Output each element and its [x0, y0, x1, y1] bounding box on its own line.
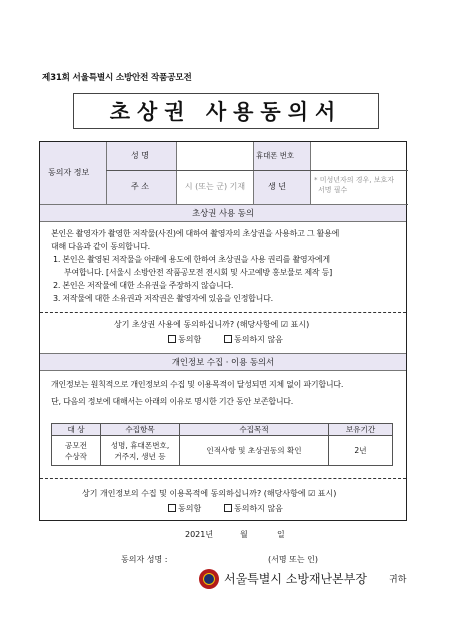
minor-note-1: * 미성년자의 경우, 보호자	[314, 176, 395, 184]
portrait-item-1a: 1. 본인은 촬영된 저작물을 아래에 용도에 한하여 초상권을 사용 권리를 촬영자에게	[53, 255, 330, 264]
portrait-item-3: 3. 저작물에 대한 소유권과 저작권은 촬영자에 있음을 인정합니다.	[53, 294, 273, 303]
signature-label: 동의자 성명 :	[121, 555, 168, 564]
contest-title: 제31회 서울특별시 소방안전 작품공모전	[42, 73, 192, 83]
portrait-disagree-label: 동의하지 않음	[234, 335, 283, 344]
privacy-line-1: 개인정보는 원칙적으로 개인정보의 수집 및 이용목적이 달성되면 지체 없이 파기합니다.	[51, 380, 344, 389]
document-title: 초상권 사용동의서	[109, 100, 343, 124]
portrait-section-heading: 초상권 사용 동의	[40, 204, 406, 222]
name-label: 성 명	[131, 151, 149, 160]
checkbox-icon[interactable]	[168, 504, 176, 512]
checkbox-icon[interactable]	[168, 335, 176, 343]
consent-form	[39, 141, 407, 521]
header-purpose: 수집목적	[180, 424, 329, 436]
address-field[interactable]: 시 (또는 군) 기재	[184, 182, 246, 191]
privacy-section-heading: 개인정보 수집 · 이용 동의서	[40, 353, 406, 371]
signature-hint: (서명 또는 인)	[268, 555, 318, 564]
cell-purpose: 인적사항 및 초상권동의 확인	[180, 436, 329, 466]
header-items: 수집항목	[101, 424, 180, 436]
cell-items: 성명, 휴대폰번호, 거주지, 생년 등	[101, 436, 180, 466]
date-month: 월	[240, 530, 248, 539]
phone-field[interactable]	[312, 144, 406, 168]
privacy-question: 상기 개인정보의 수집 및 이용목적에 동의하십니까? (해당사항에 ☑ 표시)	[82, 489, 337, 498]
cell-period: 2년	[329, 436, 393, 466]
portrait-intro-2: 대해 다음과 같이 동의합니다.	[51, 242, 150, 251]
privacy-retention-table	[51, 423, 393, 466]
minor-note-2: 서명 필수	[318, 186, 348, 194]
checkbox-icon[interactable]	[224, 504, 232, 512]
portrait-agree-option[interactable]	[168, 335, 201, 344]
signature-field[interactable]	[182, 551, 262, 565]
header-period: 보유기간	[329, 424, 393, 436]
name-field[interactable]	[178, 144, 251, 168]
header-target: 대 상	[52, 424, 101, 436]
address-label: 주 소	[131, 182, 149, 191]
portrait-agree-label: 동의함	[178, 335, 202, 344]
privacy-line-2: 단, 다음의 정보에 대해서는 아래의 이유로 명시한 기간 동안 보존합니다.	[51, 397, 294, 406]
portrait-question: 상기 초상권 사용에 동의하십니까? (해당사항에 ☑ 표시)	[114, 320, 310, 329]
table-row	[52, 436, 393, 466]
consenter-row-label: 동의자 정보	[48, 168, 90, 177]
fire-department-emblem-icon	[199, 569, 219, 589]
portrait-intro-1: 본인은 촬영자가 촬영한 저작물(사진)에 대하여 촬영자의 초상권을 사용하고 그 활용에	[51, 229, 340, 238]
portrait-item-2: 2. 본인은 저작물에 대한 소유권을 주장하지 않습니다.	[53, 281, 234, 290]
phone-label: 휴대폰 번호	[256, 151, 295, 160]
privacy-agree-option[interactable]	[168, 504, 201, 513]
recipient-suffix: 귀하	[389, 575, 407, 585]
privacy-agree-label: 동의함	[178, 504, 202, 513]
portrait-item-1b: 부여합니다. [서울시 소방안전 작품공모전 전시회 및 사고예방 홍보물로 제작 등]	[64, 268, 332, 277]
recipient-org: 서울특별시 소방재난본부장	[224, 572, 367, 586]
checkbox-icon[interactable]	[224, 335, 232, 343]
date-year: 2021년	[185, 530, 214, 539]
document-title-box	[73, 93, 379, 129]
date-day: 일	[277, 530, 285, 539]
table-header-row	[52, 424, 393, 436]
privacy-disagree-option[interactable]	[224, 504, 283, 513]
portrait-disagree-option[interactable]	[224, 335, 283, 344]
birth-label: 생 년	[268, 182, 286, 191]
cell-target: 공모전 수상작	[52, 436, 101, 466]
privacy-disagree-label: 동의하지 않음	[234, 504, 283, 513]
